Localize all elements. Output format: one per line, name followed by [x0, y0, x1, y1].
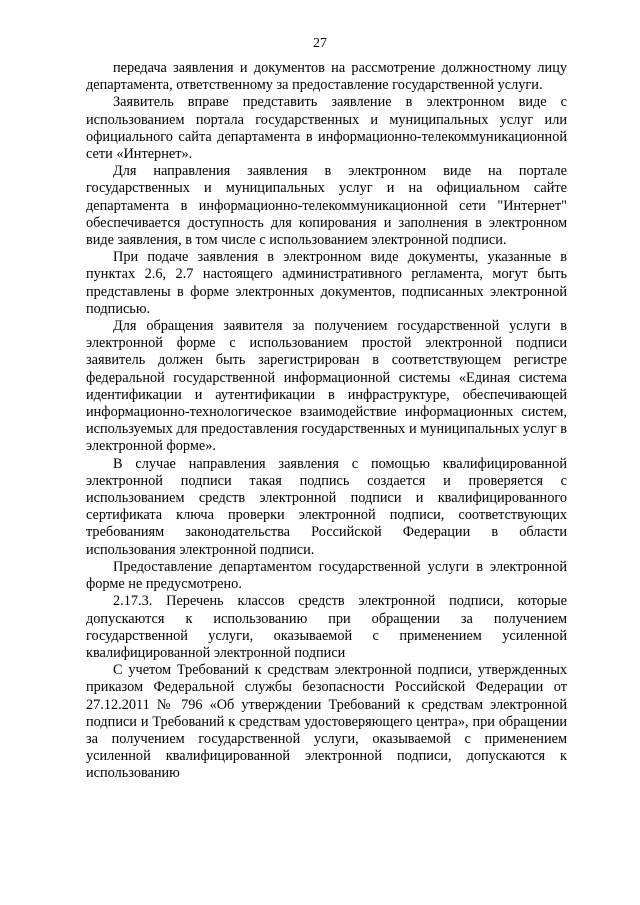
paragraph-2: Заявитель вправе представить заявление в электронном виде с использованием портала государственных и муниципальных услуг или официального сайта департамента в информационно-телекоммуникационной сети «Интернет».: [86, 94, 567, 163]
paragraph-7: Предоставление департаментом государственной услуги в электронной форме не предусмотрено.: [86, 558, 567, 593]
page-number: 27: [313, 36, 327, 51]
paragraph-9: С учетом Требований к средствам электронной подписи, утвержденных приказом Федеральной службы безопасности Российской Федерации от 27.12.2011 № 796 «Об утверждении Требований к средствам электронной подписи и Требований к средствам удостоверяющего центра», при обращении за получением государственной услуги, оказываемой с применением усиленной квалифицированной электронной подписи, допускаются к использованию: [86, 662, 567, 782]
paragraph-8: 2.17.3. Перечень классов средств электронной подписи, которые допускаются к использованию при обращении за получением государственной услуги, оказываемой с применением усиленной квалифицированной электронной подписи: [86, 593, 567, 661]
paragraph-6: В случае направления заявления с помощью квалифицированной электронной подписи такая подпись создается и проверяется с использованием средств электронной подписи и квалифицированного сертификата ключа проверки электронной подписи, соответствующих требованиям законодательства Российской Федерации в области использования электронной подписи.: [86, 455, 567, 558]
paragraph-3: Для направления заявления в электронном виде на портале государственных и муниципальных услуг и на официальном сайте департамента в информационно-телекоммуникационной сети "Интернет" обеспечивается доступность для копирования и заполнения в электронном виде заявления, в том числе с использованием электронной подписи.: [86, 163, 567, 249]
paragraph-4: При подаче заявления в электронном виде документы, указанные в пунктах 2.6, 2.7 настоящего административного регламента, могут быть представлены в форме электронных документов, подписанных электронной подписью.: [86, 249, 567, 317]
paragraph-5: Для обращения заявителя за получением государственной услуги в электронной форме с использованием простой электронной подписи заявитель должен быть зарегистрирован в соответствующем регистре федеральной государственной информационной системы «Единая система идентификации и аутентификации в инфраструктуре, обеспечивающей информационно-технологическое взаимодействие информационных систем, используемых для предоставления государственных и муниципальных услуг в электронной форме».: [86, 318, 567, 455]
document-body: [86, 60, 567, 783]
paragraph-1: передача заявления и документов на рассмотрение должностному лицу департамента, ответственному за предоставление государственной услуги.: [86, 60, 567, 94]
